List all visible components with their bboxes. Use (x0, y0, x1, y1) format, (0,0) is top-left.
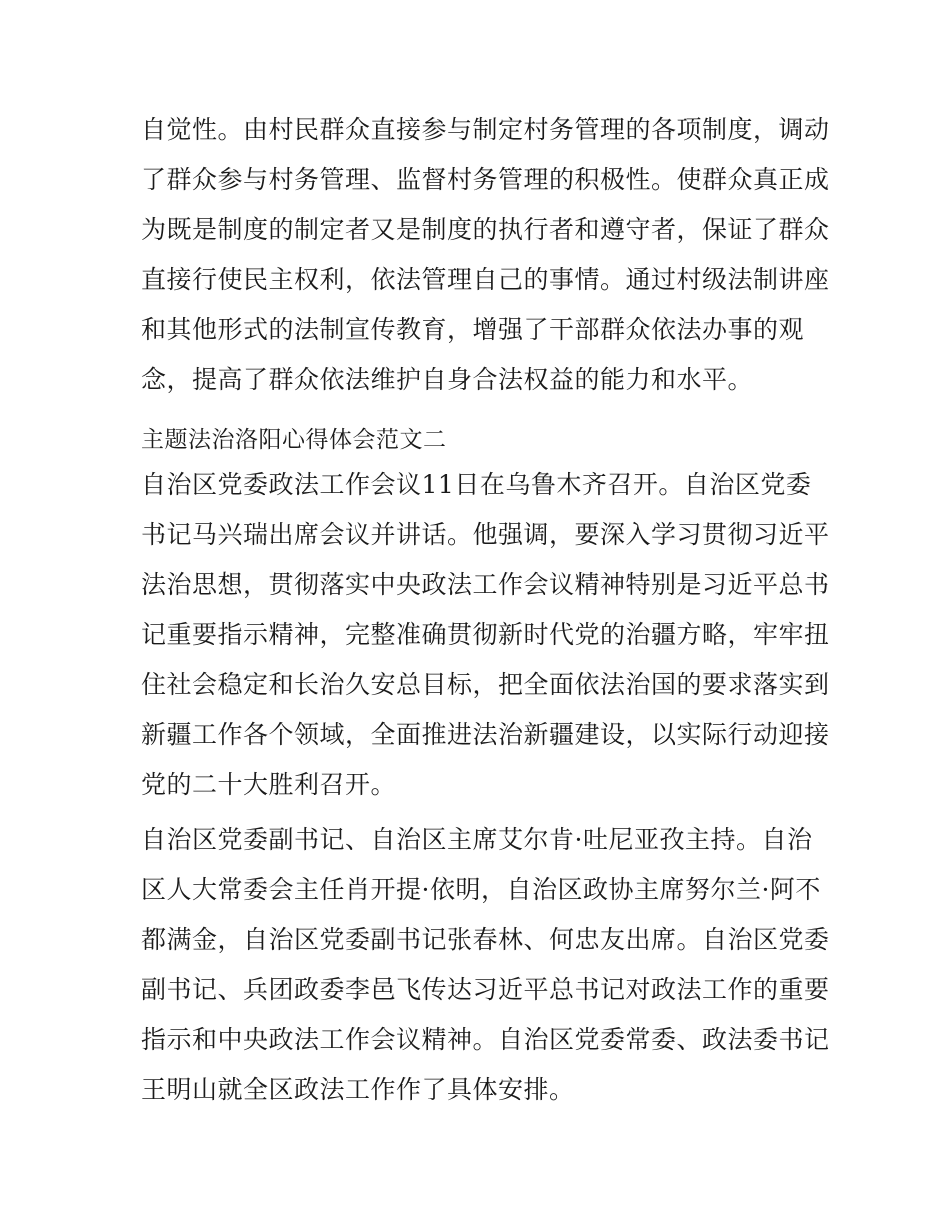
text-line: 都满金，自治区党委副书记张春林、何忠友出席。自治区党委 (141, 925, 830, 954)
text-line: 了群众参与村务管理、监督村务管理的积极性。使群众真正成 (141, 165, 830, 194)
paragraph-1 (141, 105, 830, 405)
text-line: 法治思想，贯彻落实中央政法工作会议精神特别是习近平总书 (141, 570, 830, 599)
text-line: 住社会稳定和长治久安总目标，把全面依法治国的要求落实到 (141, 670, 830, 699)
text-line: 书记马兴瑞出席会议并讲话。他强调，要深入学习贯彻习近平 (141, 520, 830, 549)
text-line: 念，提高了群众依法维护自身合法权益的能力和水平。 (141, 365, 754, 394)
text-line: 王明山就全区政法工作作了具体安排。 (141, 1075, 575, 1104)
text-line: 党的二十大胜利召开。 (141, 770, 397, 799)
text-line: 自治区党委政法工作会议11日在乌鲁木齐召开。自治区党委 (141, 470, 812, 499)
text-line: 记重要指示精神，完整准确贯彻新时代党的治疆方略，牢牢扭 (141, 620, 830, 649)
section-heading-text: 主题法治洛阳心得体会范文二 (141, 427, 447, 453)
text-line: 区人大常委会主任肖开提·依明，自治区政协主席努尔兰·阿不 (141, 875, 821, 904)
text-line: 副书记、兵团政委李邑飞传达习近平总书记对政法工作的重要 (141, 975, 830, 1004)
text-line: 新疆工作各个领域，全面推进法治新疆建设，以实际行动迎接 (141, 720, 830, 749)
text-line: 为既是制度的制定者又是制度的执行者和遵守者，保证了群众 (141, 215, 830, 244)
paragraph-2 (141, 460, 830, 810)
text-line: 自治区党委副书记、自治区主席艾尔肯·吐尼亚孜主持。自治 (141, 825, 813, 854)
text-line: 指示和中央政法工作会议精神。自治区党委常委、政法委书记 (141, 1025, 830, 1054)
text-line: 自觉性。由村民群众直接参与制定村务管理的各项制度，调动 (141, 115, 830, 144)
text-line: 和其他形式的法制宣传教育，增强了干部群众依法办事的观 (141, 315, 805, 344)
section-heading (141, 415, 821, 465)
paragraph-3 (141, 815, 830, 1115)
text-line: 直接行使民主权利，依法管理自己的事情。通过村级法制讲座 (141, 265, 830, 294)
